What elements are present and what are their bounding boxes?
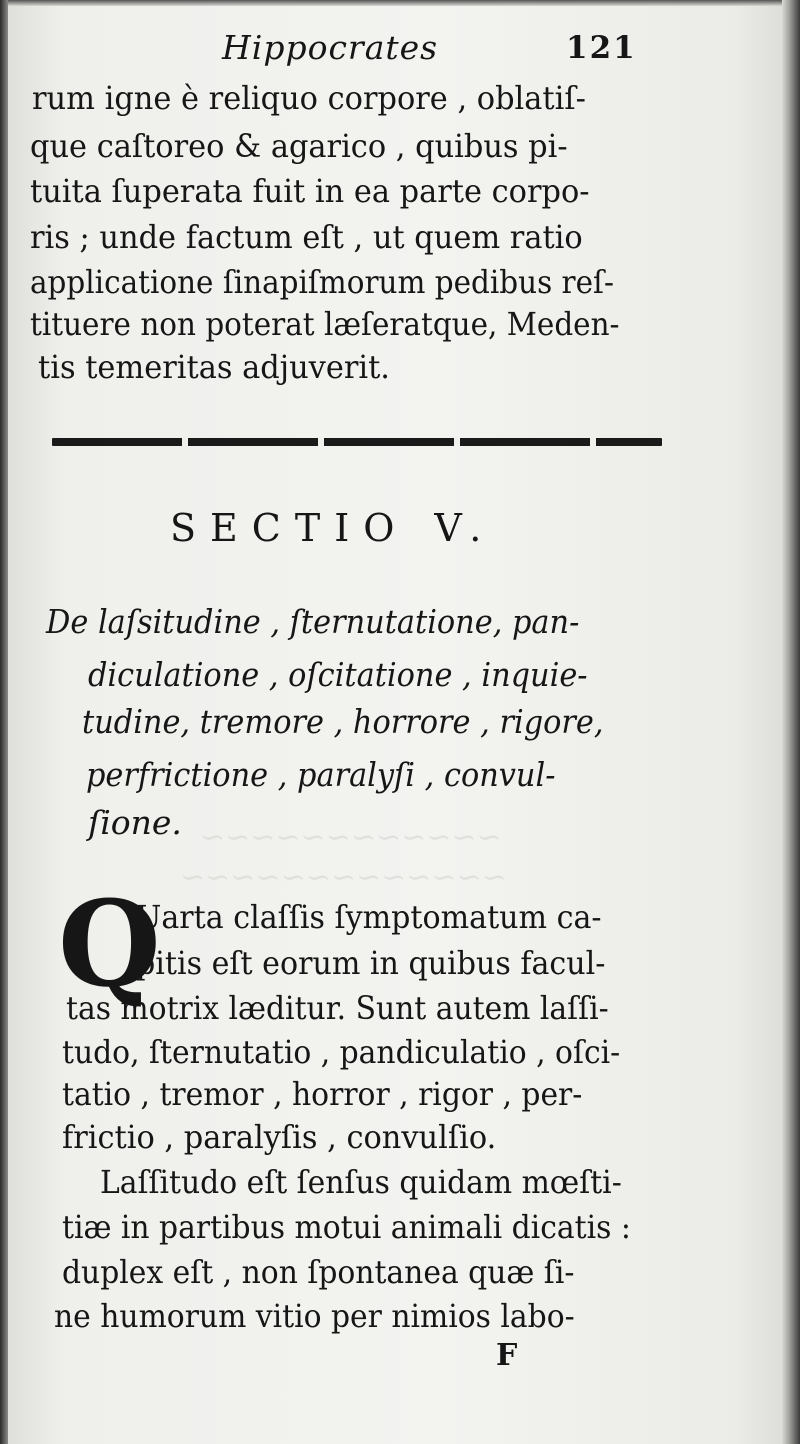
bleed-through: ∼∼∼∼∼∼∼∼∼∼∼∼ bbox=[200, 820, 502, 855]
running-head: Hippocrates bbox=[222, 28, 439, 67]
body-line: pitis eſt eorum in quibus facul- bbox=[136, 944, 606, 982]
page-top-edge bbox=[0, 0, 800, 6]
text-line: tituere non poterat læſeratque, Meden- bbox=[30, 305, 620, 343]
body-line: Uarta claſſis ſymptomatum ca- bbox=[136, 898, 602, 936]
body-line: frictio , paralyſis , convulſio. bbox=[62, 1118, 497, 1156]
text-line: que caſtoreo & agarico , quibus pi- bbox=[30, 127, 568, 165]
drop-cap: Q bbox=[58, 874, 161, 1013]
bleed-through: ∼∼∼∼∼∼∼∼∼∼∼∼∼ bbox=[180, 860, 507, 895]
text-line: applicatione ſinapiſmorum pedibus reſ- bbox=[30, 263, 614, 301]
signature-mark: F bbox=[496, 1338, 518, 1373]
body-line: Laſſitudo eſt ſenſus quidam mœſti- bbox=[100, 1163, 622, 1201]
body-line: tatio , tremor , horror , rigor , per- bbox=[62, 1075, 583, 1113]
section-title: SECTIO V. bbox=[170, 506, 496, 550]
section-divider-rule bbox=[52, 438, 662, 446]
page-right-edge bbox=[782, 0, 800, 1444]
body-line: tas motrix læditur. Sunt autem laſſi- bbox=[66, 989, 609, 1027]
body-line: duplex eſt , non ſpontanea quæ ſi- bbox=[62, 1253, 575, 1291]
text-line: tis temeritas adjuverit. bbox=[38, 348, 390, 386]
text-line: tuita ſuperata fuit in ea parte corpo- bbox=[30, 172, 590, 210]
text-line: rum igne è reliquo corpore , oblatiſ- bbox=[32, 79, 586, 117]
section-subtitle-line: perfrictione , paralyſi , convul- bbox=[86, 755, 556, 794]
section-subtitle-line: diculatione , oſcitatione , inquie- bbox=[88, 655, 588, 694]
text-line: ris ; unde factum eſt , ut quem ratio bbox=[30, 218, 583, 256]
section-subtitle-line: De laſsitudine , ſternutatione, pan- bbox=[46, 602, 580, 641]
section-subtitle-line: tudine, tremore , horrore , rigore, bbox=[82, 702, 604, 741]
body-line: ne humorum vitio per nimios labo- bbox=[54, 1297, 575, 1335]
body-line: tiæ in partibus motui animali dicatis : bbox=[62, 1208, 631, 1246]
body-line: tudo, ſternutatio , pandiculatio , oſci- bbox=[62, 1033, 621, 1071]
page-number: 121 bbox=[566, 30, 637, 66]
page-left-edge bbox=[0, 0, 8, 1444]
section-subtitle-line: ſione. bbox=[88, 803, 182, 842]
